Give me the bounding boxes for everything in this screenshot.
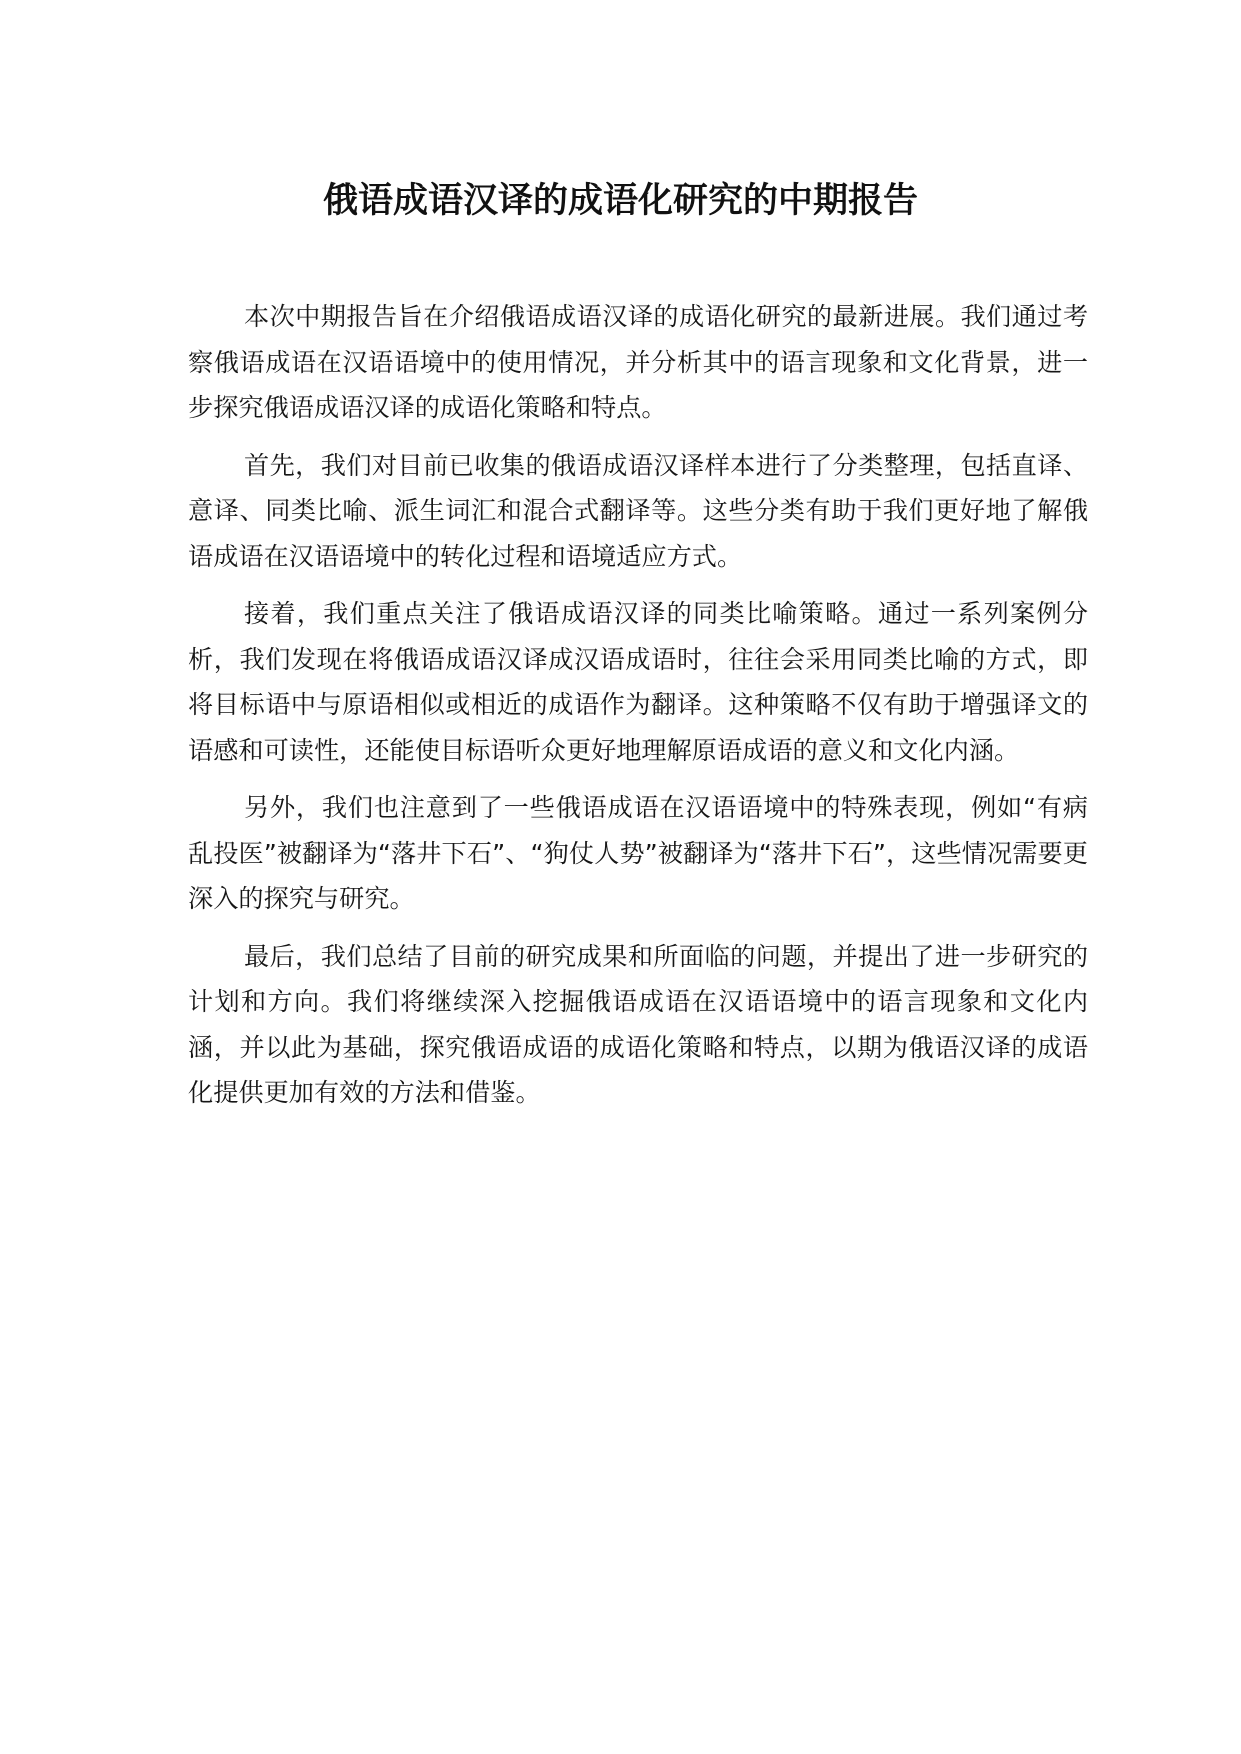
paragraph-special-cases: 另外，我们也注意到了一些俄语成语在汉语语境中的特殊表现，例如“有病乱投医”被翻译为“落井下石”、“狗仗人势”被翻译为“落井下石”，这些情况需要更深入的探究与研究。 [188, 793, 1088, 913]
paragraph-intro: 本次中期报告旨在介绍俄语成语汉译的成语化研究的最新进展。我们通过考察俄语成语在汉语语境中的使用情况，并分析其中的语言现象和文化背景，进一步探究俄语成语汉译的成语化策略和特点。 [188, 302, 1088, 422]
paragraph-conclusion: 最后，我们总结了目前的研究成果和所面临的问题，并提出了进一步研究的计划和方向。我们将继续深入挖掘俄语成语在汉语语境中的语言现象和文化内涵，并以此为基础，探究俄语成语的成语化策略和特点，以期为俄语汉译的成语化提供更加有效的方法和借鉴。 [188, 941, 1088, 1107]
document-title: 俄语成语汉译的成语化研究的中期报告 [322, 181, 918, 221]
paragraph-classification: 首先，我们对目前已收集的俄语成语汉译样本进行了分类整理，包括直译、意译、同类比喻、派生词汇和混合式翻译等。这些分类有助于我们更好地了解俄语成语在汉语语境中的转化过程和语境适应方式。 [188, 450, 1088, 571]
paragraph-metaphor-strategy: 接着，我们重点关注了俄语成语汉译的同类比喻策略。通过一系列案例分析，我们发现在将俄语成语汉译成汉语成语时，往往会采用同类比喻的方式，即将目标语中与原语相似或相近的成语作为翻译。这种策略不仅有助于增强译文的语感和可读性，还能使目标语听众更好地理解原语成语的意义和文化内涵。 [188, 599, 1088, 765]
document-body [188, 294, 1088, 1128]
